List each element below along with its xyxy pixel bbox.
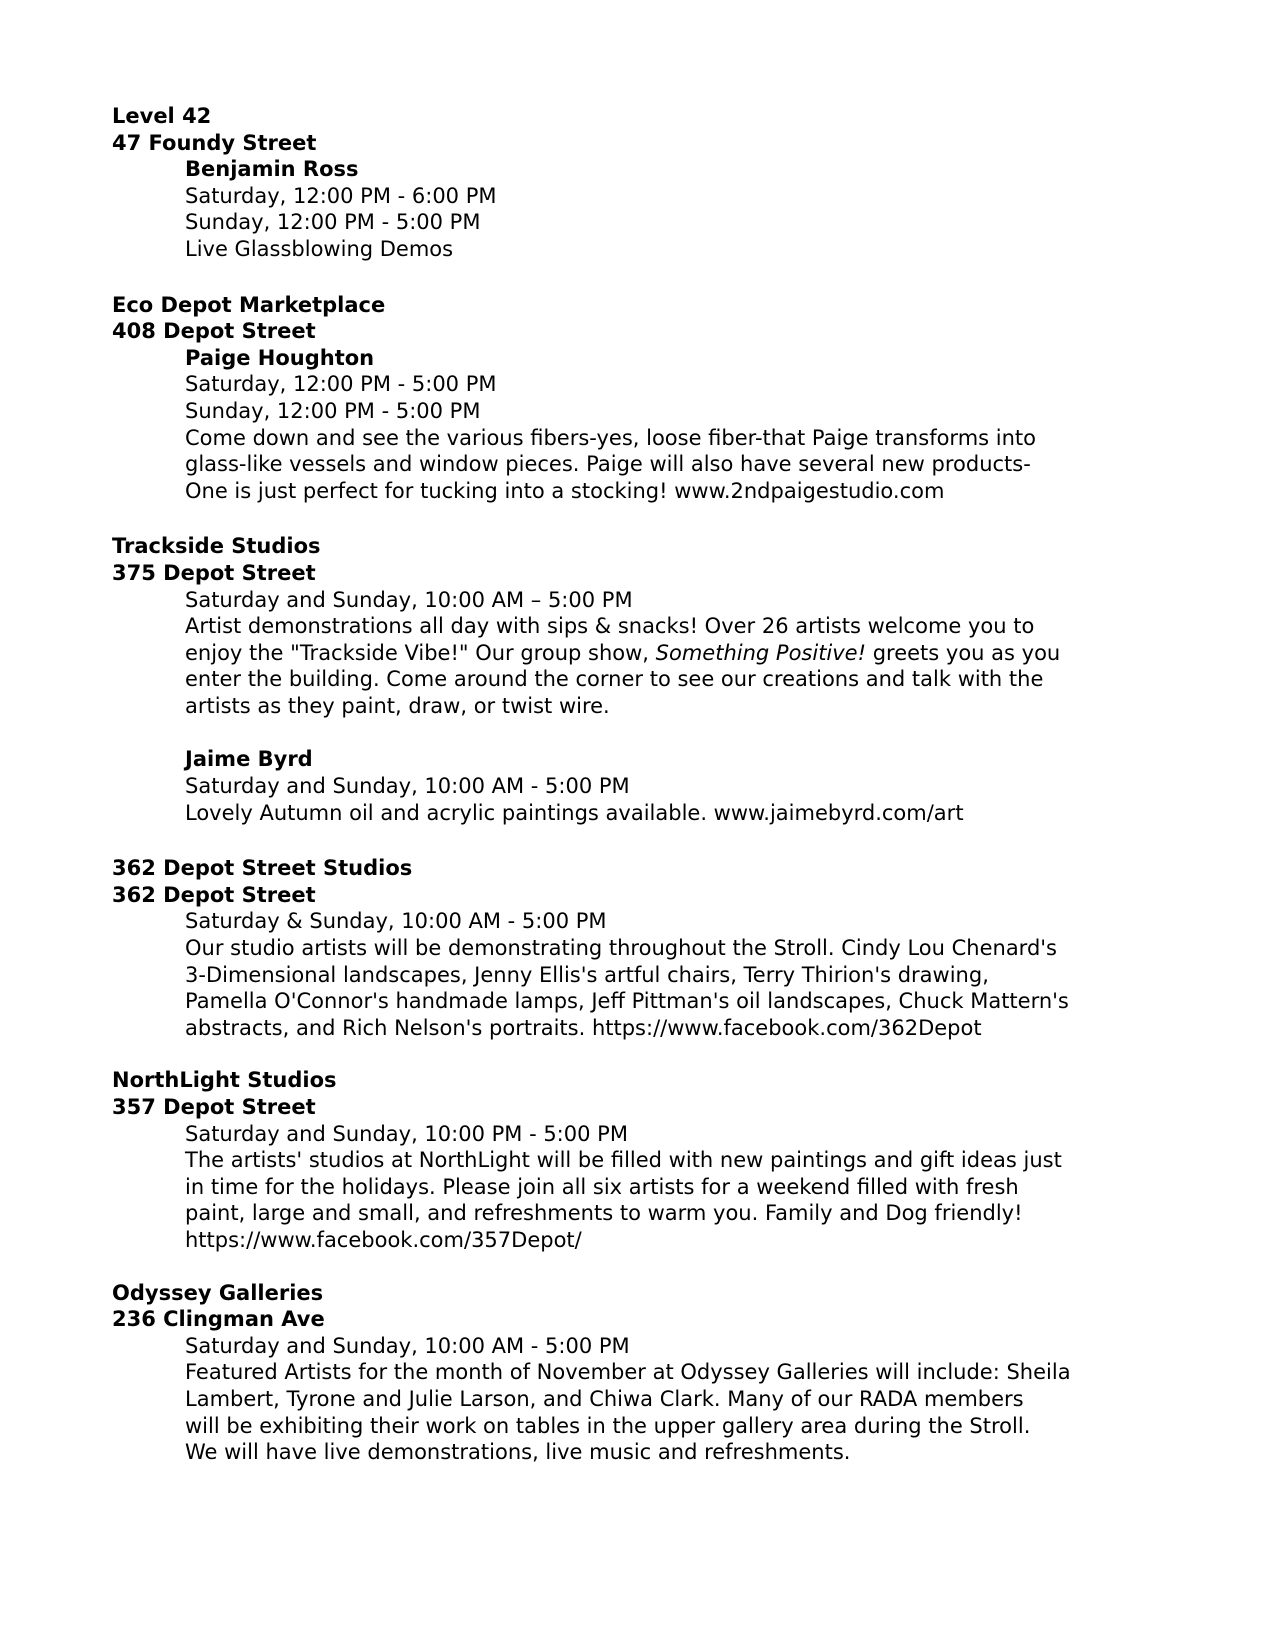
description-line: Live Glassblowing Demos bbox=[185, 236, 454, 261]
venue-address: 236 Clingman Ave bbox=[112, 1307, 325, 1332]
description-line: Featured Artists for the month of November at Odyssey Galleries will include: Sheila bbox=[185, 1360, 1071, 1385]
description-line bbox=[185, 640, 1162, 667]
venue-name: Level 42 bbox=[112, 104, 212, 128]
description-line: https://www.facebook.com/357Depot/ bbox=[185, 1227, 582, 1252]
hours-line: Sunday, 12:00 PM - 5:00 PM bbox=[185, 398, 481, 423]
venue-address: 362 Depot Street bbox=[112, 882, 316, 907]
venue-362-depot-street-studios bbox=[112, 855, 1162, 1041]
hours-line: Saturday & Sunday, 10:00 AM - 5:00 PM bbox=[185, 909, 607, 934]
artist-name: Jaime Byrd bbox=[185, 747, 313, 772]
venue-eco-depot-marketplace bbox=[112, 292, 1162, 505]
description-line: Come down and see the various fibers-yes, loose fiber-that Paige transforms into bbox=[185, 425, 1036, 450]
venue-address: 408 Depot Street bbox=[112, 319, 316, 344]
description-line: Lovely Autumn oil and acrylic paintings available. www.jaimebyrd.com/art bbox=[185, 800, 964, 825]
description-text: enjoy the "Trackside Vibe!" Our group show, bbox=[185, 640, 649, 665]
description-text: greets you as you bbox=[866, 640, 1061, 665]
hours-line: Saturday and Sunday, 10:00 AM - 5:00 PM bbox=[185, 774, 630, 799]
hours-line: Saturday, 12:00 PM - 6:00 PM bbox=[185, 183, 497, 208]
hours-line: Saturday and Sunday, 10:00 AM - 5:00 PM bbox=[185, 1333, 630, 1358]
hours-line: Saturday and Sunday, 10:00 AM – 5:00 PM bbox=[185, 587, 633, 612]
description-line: One is just perfect for tucking into a stocking! www.2ndpaigestudio.com bbox=[185, 478, 945, 503]
document-body bbox=[112, 103, 1162, 1495]
description-line: The artists' studios at NorthLight will be filled with new paintings and gift ideas just bbox=[185, 1148, 1062, 1173]
venue-address: 375 Depot Street bbox=[112, 560, 316, 585]
description-line: enter the building. Come around the corner to see our creations and talk with the bbox=[185, 667, 1044, 692]
description-line: paint, large and small, and refreshments to warm you. Family and Dog friendly! bbox=[185, 1201, 1023, 1226]
venue-address: 47 Foundy Street bbox=[112, 130, 317, 155]
description-line: abstracts, and Rich Nelson's portraits. https://www.facebook.com/362Depot bbox=[185, 1015, 982, 1040]
venue-level-42 bbox=[112, 103, 1162, 263]
venue-northlight-studios bbox=[112, 1067, 1162, 1253]
venue-trackside-studios bbox=[112, 533, 1162, 826]
artist-name: Benjamin Ross bbox=[185, 157, 359, 182]
description-line: Our studio artists will be demonstrating throughout the Stroll. Cindy Lou Chenard's bbox=[185, 936, 1057, 961]
description-line: Lambert, Tyrone and Julie Larson, and Chiwa Clark. Many of our RADA members bbox=[185, 1386, 1024, 1411]
venue-address: 357 Depot Street bbox=[112, 1095, 316, 1119]
description-line: will be exhibiting their work on tables in the upper gallery area during the Stroll. bbox=[185, 1413, 1031, 1438]
hours-line: Saturday, 12:00 PM - 5:00 PM bbox=[185, 372, 497, 397]
venue-odyssey-galleries bbox=[112, 1280, 1162, 1466]
venue-name: Trackside Studios bbox=[112, 534, 321, 559]
venue-name: NorthLight Studios bbox=[112, 1068, 337, 1093]
venue-name: 362 Depot Street Studios bbox=[112, 856, 413, 881]
description-line: artists as they paint, draw, or twist wire. bbox=[185, 693, 610, 718]
venue-name: Eco Depot Marketplace bbox=[112, 292, 386, 317]
description-line: Pamella O'Connor's handmade lamps, Jeff Pittman's oil landscapes, Chuck Mattern's bbox=[185, 989, 1069, 1014]
description-line: glass-like vessels and window pieces. Paige will also have several new products- bbox=[185, 452, 1031, 477]
description-line: 3-Dimensional landscapes, Jenny Ellis's artful chairs, Terry Thirion's drawing, bbox=[185, 962, 989, 987]
description-line: Artist demonstrations all day with sips & snacks! Over 26 artists welcome you to bbox=[185, 614, 1035, 639]
venue-name: Odyssey Galleries bbox=[112, 1280, 324, 1305]
description-line: in time for the holidays. Please join all six artists for a weekend filled with fresh bbox=[185, 1174, 1019, 1199]
hours-line: Sunday, 12:00 PM - 5:00 PM bbox=[185, 210, 481, 235]
artist-name: Paige Houghton bbox=[185, 345, 375, 370]
hours-line: Saturday and Sunday, 10:00 PM - 5:00 PM bbox=[185, 1121, 628, 1146]
description-line: We will have live demonstrations, live music and refreshments. bbox=[185, 1440, 851, 1465]
show-title: Something Positive! bbox=[655, 640, 867, 665]
